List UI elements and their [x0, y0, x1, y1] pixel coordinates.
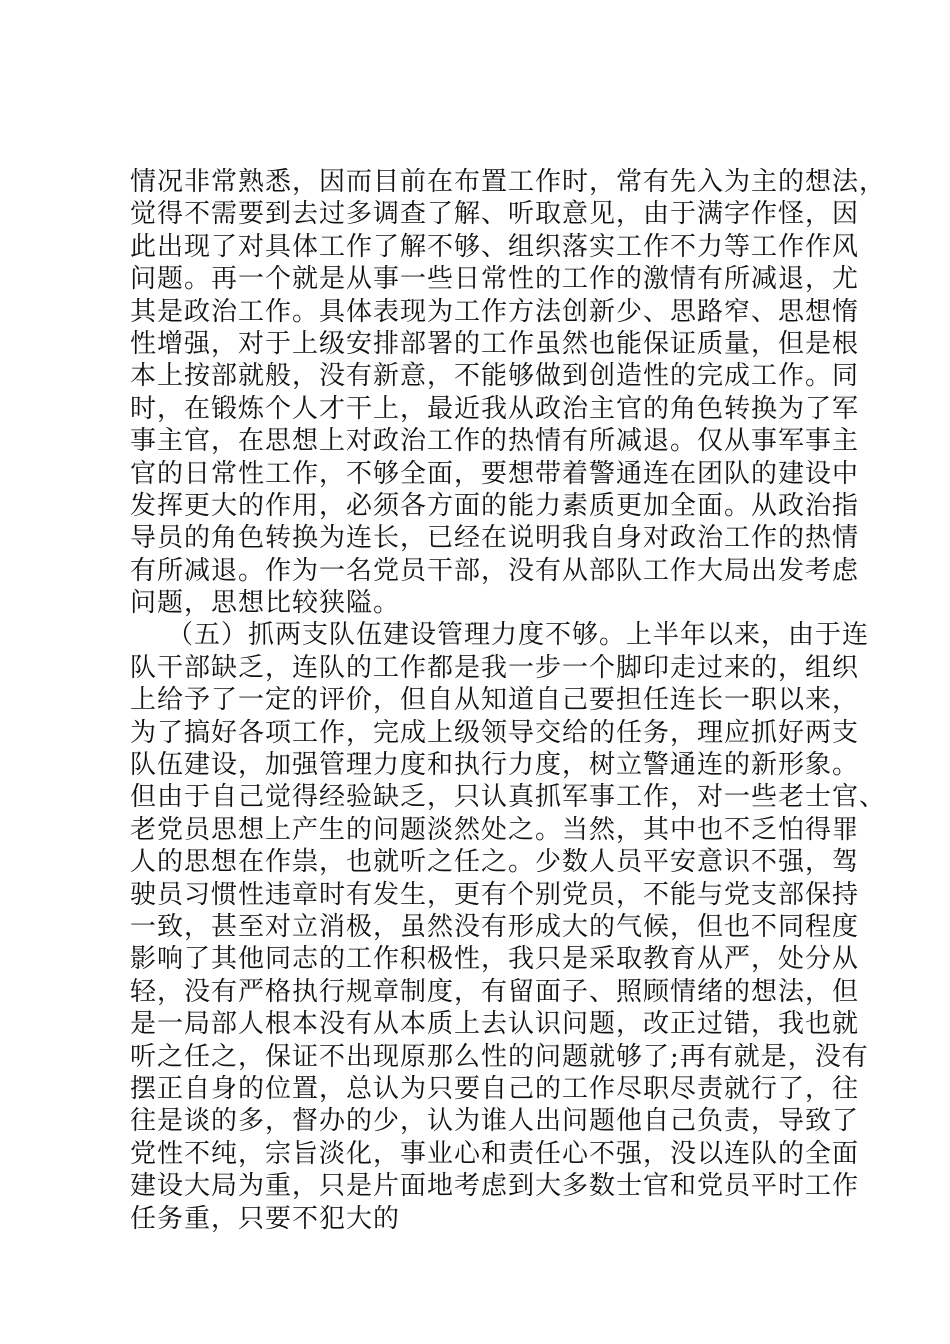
text-line-6: 性增强，对于上级安排部署的工作虽然也能保证质量，但是根 [130, 328, 860, 359]
body-text [130, 166, 887, 1235]
text-line-32: 建设大局为重，只是片面地考虑到大多数士官和党员平时工作 [130, 1171, 860, 1202]
text-line-5: 其是政治工作。具体表现为工作方法创新少、思路窄、思想惰 [130, 296, 860, 327]
text-line-33: 任务重，只要不犯大的 [130, 1203, 401, 1234]
text-line-22: 人的思想在作祟，也就听之任之。少数人员平安意识不强，驾 [130, 847, 860, 878]
text-line-21: 老党员思想上产生的问题淡然处之。当然，其中也不乏怕得罪 [130, 814, 860, 845]
text-line-8: 时，在锻炼个人才干上，最近我从政治主官的角色转换为了军 [130, 393, 860, 424]
text-line-16: 队干部缺乏，连队的工作都是我一步一个脚印走过来的，组织 [130, 652, 860, 683]
text-line-15: （五）抓两支队伍建设管理力度不够。上半年以来，由于连 [130, 620, 870, 651]
text-line-24: 一致，甚至对立消极，虽然没有形成大的气候，但也不同程度 [130, 911, 860, 942]
text-line-12: 导员的角色转换为连长，已经在说明我自身对政治工作的热情 [130, 523, 860, 554]
text-line-9: 事主官，在思想上对政治工作的热情有所减退。仅从事军事主 [130, 426, 860, 457]
text-line-7: 本上按部就般，没有新意，不能够做到创造性的完成工作。同 [130, 361, 860, 392]
text-line-19: 队伍建设，加强管理力度和执行力度，树立警通连的新形象。 [130, 750, 860, 781]
text-line-13: 有所减退。作为一名党员干部，没有从部队工作大局出发考虑 [130, 555, 860, 586]
text-line-20: 但由于自己觉得经验缺乏，只认真抓军事工作，对一些老士官、 [130, 782, 887, 813]
text-line-29: 摆正自身的位置，总认为只要自己的工作尽职尽责就行了，往 [130, 1073, 860, 1104]
text-line-27: 是一局部人根本没有从本质上去认识问题，改正过错，我也就 [130, 1009, 860, 1040]
text-line-10: 官的日常性工作，不够全面，要想带着警通连在团队的建设中 [130, 458, 860, 489]
text-line-28: 听之任之，保证不出现原那么性的问题就够了;再有就是，没有 [130, 1041, 869, 1072]
text-line-17: 上给予了一定的评价，但自从知道自己要担任连长一职以来， [130, 685, 860, 716]
text-line-18: 为了搞好各项工作，完成上级领导交给的任务，理应抓好两支 [130, 717, 860, 748]
text-line-23: 驶员习惯性违章时有发生，更有个别党员，不能与党支部保持 [130, 879, 860, 910]
text-line-31: 党性不纯，宗旨淡化，事业心和责任心不强，没以连队的全面 [130, 1138, 860, 1169]
text-line-1: 情况非常熟悉，因而目前在布置工作时，常有先入为主的想法， [130, 167, 887, 197]
text-line-26: 轻，没有严格执行规章制度，有留面子、照顾情绪的想法，但 [130, 976, 860, 1007]
text-line-30: 往是谈的多，督办的少，认为谁人出问题他自己负责，导致了 [130, 1106, 860, 1137]
text-line-11: 发挥更大的作用，必须各方面的能力素质更加全面。从政治指 [130, 490, 860, 521]
text-line-14: 问题，思想比较狭隘。 [130, 588, 401, 619]
text-line-3: 此出现了对具体工作了解不够、组织落实工作不力等工作作风 [130, 231, 860, 262]
text-line-2: 觉得不需要到去过多调查了解、听取意见，由于满字作怪，因 [130, 199, 860, 230]
text-line-4: 问题。再一个就是从事一些日常性的工作的激情有所减退，尤 [130, 264, 860, 295]
text-line-25: 影响了其他同志的工作积极性，我只是采取教育从严，处分从 [130, 944, 860, 975]
